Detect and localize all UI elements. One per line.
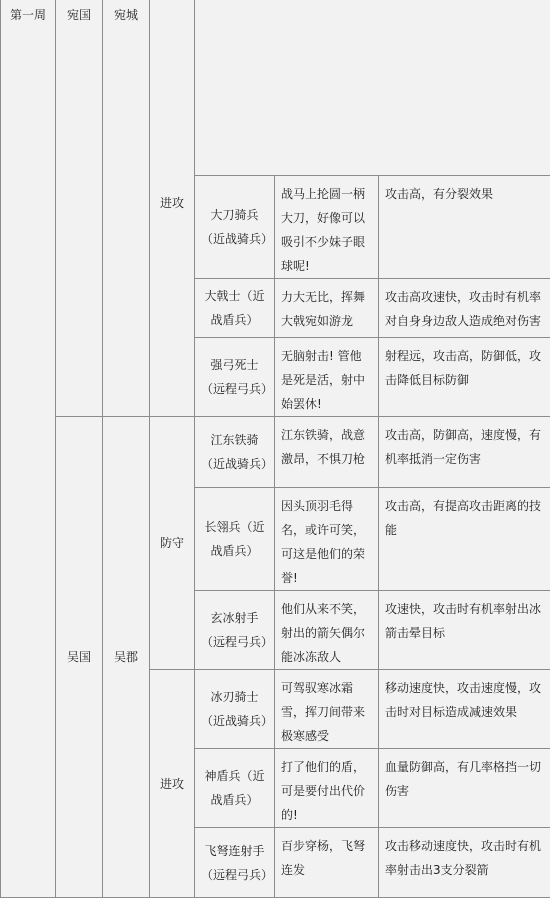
unit-cell: 江东铁骑（近战骑兵） <box>195 417 275 488</box>
unit-cell: 大戟士（近战盾兵） <box>195 279 275 338</box>
effect-cell: 攻速快，攻击时有机率射出冰箭击晕目标 <box>379 591 550 670</box>
table-row <box>1 417 550 488</box>
unit-cell: 玄冰射手（远程弓兵） <box>195 591 275 670</box>
unit-cell: 神盾兵（近战盾兵） <box>195 749 275 828</box>
unit-cell: 冰刃骑士（近战骑兵） <box>195 670 275 749</box>
unit-cell: 大刀骑兵（近战骑兵） <box>195 176 275 279</box>
description-cell: 江东铁骑，战意激昂，不惧刀枪 <box>275 417 379 488</box>
phase-cell: 防守 <box>150 417 195 670</box>
city-cell: 吴郡 <box>103 417 150 898</box>
description-cell: 可驾驭寒冰霜雪，挥刀间带来极寒感受 <box>275 670 379 749</box>
effect-cell: 攻击高，有提高攻击距离的技能 <box>379 488 550 591</box>
effect-cell: 攻击高，防御高，速度慢，有机率抵消一定伤害 <box>379 417 550 488</box>
effect-cell: 射程远，攻击高，防御低，攻击降低目标防御 <box>379 338 550 417</box>
blank-cell <box>195 0 550 176</box>
table-row <box>1 0 550 176</box>
description-cell: 他们从来不笑，射出的箭矢偶尔能冰冻敌人 <box>275 591 379 670</box>
effect-cell: 攻击高攻速快，攻击时有机率对自身身边敌人造成绝对伤害 <box>379 279 550 338</box>
city-cell: 宛城 <box>103 0 150 417</box>
country-cell: 吴国 <box>56 417 103 898</box>
phase-cell: 进攻 <box>150 0 195 417</box>
description-cell: 无脑射击! 管他是死是活，射中始罢休! <box>275 338 379 417</box>
week-cell: 第一周 <box>1 0 56 898</box>
effect-cell: 攻击移动速度快，攻击时有机率射击出3支分裂箭 <box>379 828 550 898</box>
effect-cell: 血量防御高，有几率格挡一切伤害 <box>379 749 550 828</box>
description-cell: 力大无比，挥舞大戟宛如游龙 <box>275 279 379 338</box>
description-cell: 百步穿杨，飞弩连发 <box>275 828 379 898</box>
country-cell: 宛国 <box>56 0 103 417</box>
effect-cell: 移动速度快，攻击速度慢，攻击时对目标造成减速效果 <box>379 670 550 749</box>
unit-cell: 强弓死士（远程弓兵） <box>195 338 275 417</box>
unit-cell: 飞弩连射手（远程弓兵） <box>195 828 275 898</box>
description-cell: 打了他们的盾，可是要付出代价的! <box>275 749 379 828</box>
description-cell: 战马上抡圆一柄大刀，好像可以吸引不少妹子眼球呢! <box>275 176 379 279</box>
effect-cell: 攻击高，有分裂效果 <box>379 176 550 279</box>
unit-cell: 长翎兵（近战盾兵） <box>195 488 275 591</box>
description-cell: 因头顶羽毛得名，或许可笑，可这是他们的荣誉! <box>275 488 379 591</box>
phase-cell: 进攻 <box>150 670 195 898</box>
